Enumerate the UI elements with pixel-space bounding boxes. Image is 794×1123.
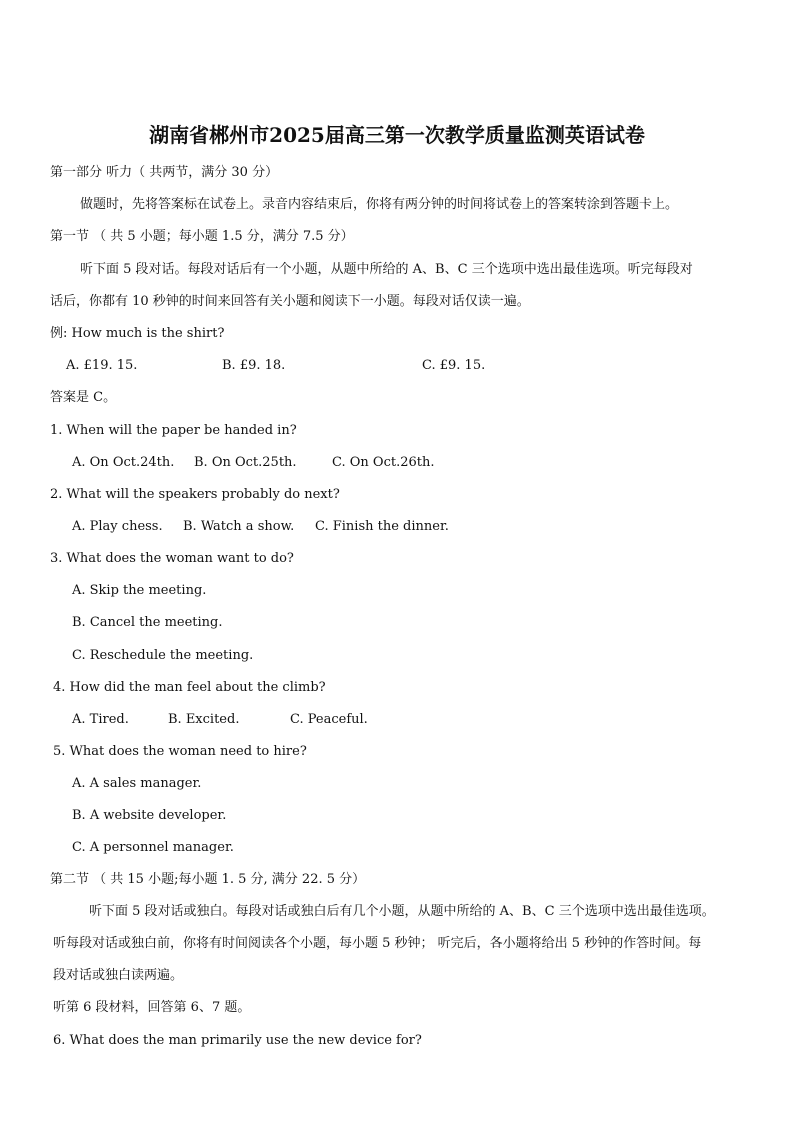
- question-1: 1. When will the paper be handed in?: [50, 423, 297, 438]
- q1-option-c: C. On Oct.26th.: [332, 455, 435, 470]
- question-2: 2. What will the speakers probably do next?: [50, 487, 340, 502]
- q4-option-b: B. Excited.: [168, 712, 240, 727]
- section2-instruction-line1: 听下面 5 段对话或独白。每段对话或独白后有几个小题，从题中所给的 A、B、C 三个选项中选出最佳选项。: [89, 904, 715, 919]
- section2-material: 听第 6 段材料，回答第 6、7 题。: [53, 1000, 251, 1015]
- section1-instruction-line1: 听下面 5 段对话。每段对话后有一个小题，从题中所给的 A、B、C 三个选项中选出最佳选项。听完每段对: [80, 262, 693, 277]
- example-option-c: C. £9. 15.: [422, 358, 486, 373]
- question-3: 3. What does the woman want to do?: [50, 551, 294, 566]
- q3-option-c: C. Reschedule the meeting.: [72, 648, 254, 663]
- q2-option-b: B. Watch a show.: [183, 519, 295, 534]
- section2-heading: 第二节 （ 共 15 小题;每小题 1. 5 分, 满分 22. 5 分）: [50, 872, 366, 887]
- section1-instruction-line2: 话后，你都有 10 秒钟的时间来回答有关小题和阅读下一小题。每段对话仅读一遍。: [50, 294, 530, 309]
- q3-option-a: A. Skip the meeting.: [72, 583, 207, 598]
- example-answer: 答案是 C。: [50, 390, 117, 405]
- question-5: 5. What does the woman need to hire?: [53, 744, 307, 759]
- q3-option-b: B. Cancel the meeting.: [72, 615, 223, 630]
- q5-option-c: C. A personnel manager.: [72, 840, 234, 855]
- q4-option-c: C. Peaceful.: [290, 712, 368, 727]
- part1-heading: 第一部分 听力（ 共两节，满分 30 分）: [50, 165, 279, 180]
- q1-option-b: B. On Oct.25th.: [194, 455, 297, 470]
- example-option-a: A. £19. 15.: [66, 358, 138, 373]
- section2-instruction-line3: 段对话或独白读两遍。: [53, 968, 184, 983]
- q1-option-a: A. On Oct.24th.: [72, 455, 175, 470]
- q5-option-b: B. A website developer.: [72, 808, 227, 823]
- section2-instruction-line2: 听每段对话或独白前，你将有时间阅读各个小题，每小题 5 秒钟； 听完后，各小题将给出 5 秒钟的作答时间。每: [53, 936, 702, 951]
- section1-heading: 第一节 （ 共 5 小题；每小题 1.5 分，满分 7.5 分）: [50, 229, 354, 244]
- question-6: 6. What does the man primarily use the new device for?: [53, 1033, 422, 1048]
- question-4: 4. How did the man feel about the climb?: [53, 680, 326, 695]
- q4-option-a: A. Tired.: [72, 712, 129, 727]
- exam-title: 湖南省郴州市2025届高三第一次教学质量监测英语试卷: [149, 123, 645, 147]
- q5-option-a: A. A sales manager.: [72, 776, 202, 791]
- part1-instruction: 做题时，先将答案标在试卷上。录音内容结束后，你将有两分钟的时间将试卷上的答案转涂到答题卡上。: [80, 197, 679, 212]
- example-option-b: B. £9. 18.: [222, 358, 286, 373]
- q2-option-c: C. Finish the dinner.: [315, 519, 449, 534]
- example-question: 例: How much is the shirt?: [50, 326, 225, 341]
- q2-option-a: A. Play chess.: [72, 519, 163, 534]
